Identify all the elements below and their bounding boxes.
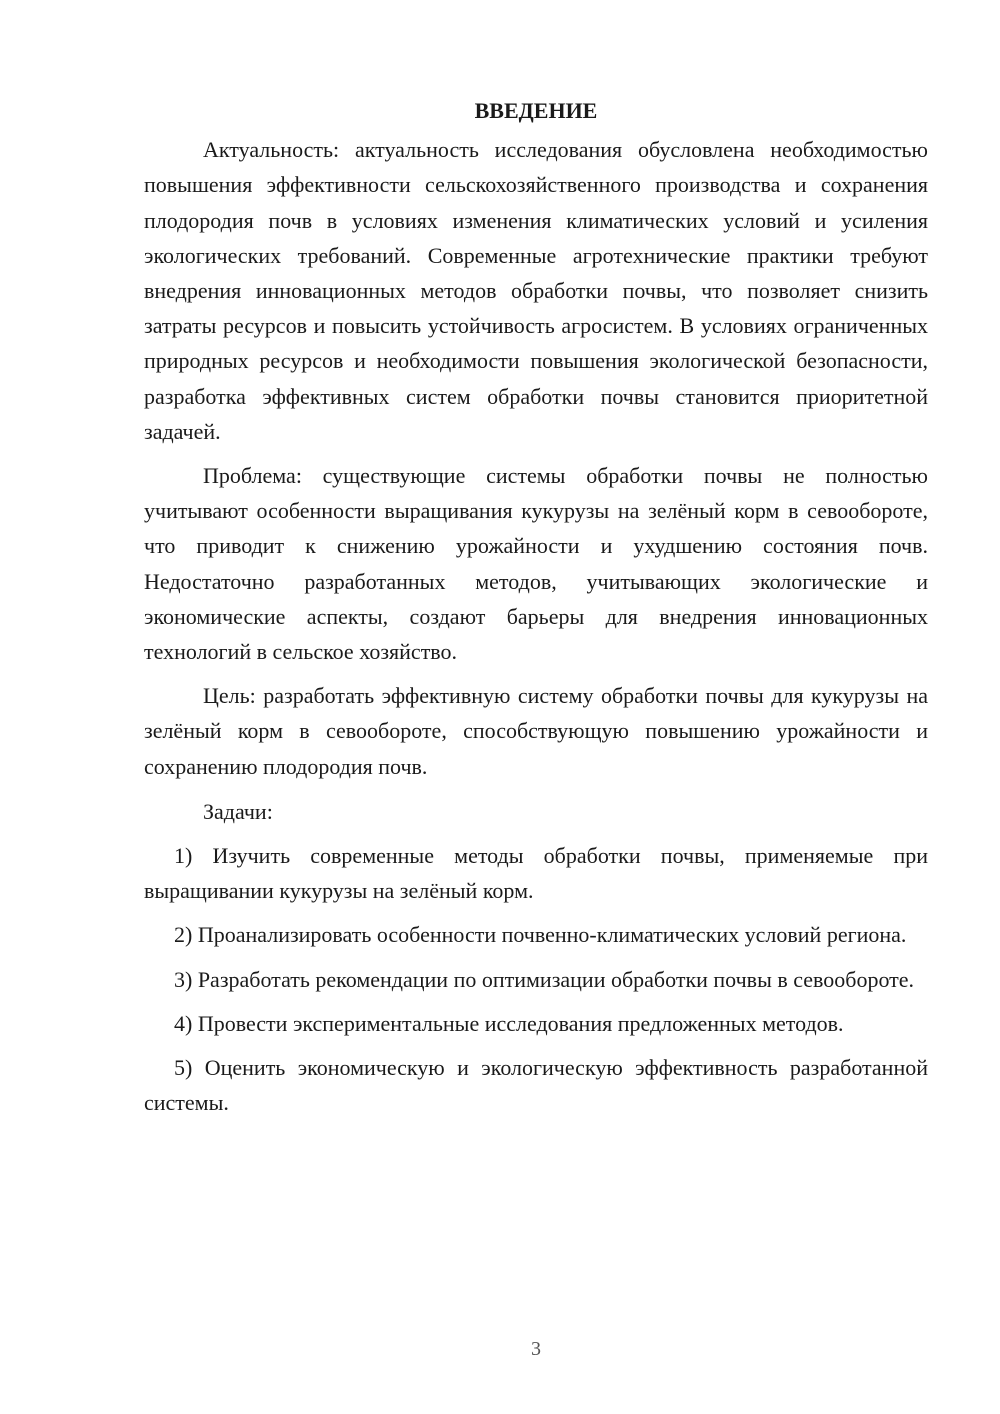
task-item: 4) Провести экспериментальные исследования предложенных методов. [174, 1010, 844, 1036]
tasks-heading: Задачи: [203, 798, 273, 824]
paragraph-goal: Цель: разработать эффективную систему обработки почвы для кукурузы на зелёный корм в севообороте, способствующую повышению урожайности и сохранению плодородия почв. [144, 683, 928, 779]
page-content [144, 93, 928, 1120]
page-number: 3 [531, 1338, 541, 1360]
paragraph-relevance: Актуальность: актуальность исследования обусловлена необходимостью повышения эффективности сельскохозяйственного производства и сохранения плодородия почв в условиях изменения климатических условий и усиления экологических требований. Современные агротехнические практики требуют внедрения инновационных методов обработки почвы, что позволяет снизить затраты ресурсов и повысить устойчивость агросистем. В условиях ограниченных природных ресурсов и необходимости повышения экологической безопасности, разработка эффективных систем обработки почвы становится приоритетной задачей. [144, 137, 928, 444]
task-item: 5) Оценить экономическую и экологическую эффективность разработанной системы. [144, 1055, 928, 1116]
task-item: 1) Изучить современные методы обработки почвы, применяемые при выращивании кукурузы на зелёный корм. [144, 843, 928, 904]
task-item: 3) Разработать рекомендации по оптимизации обработки почвы в севообороте. [174, 966, 915, 992]
section-title: ВВЕДЕНИЕ [474, 98, 598, 123]
tasks-list [144, 838, 928, 1120]
paragraph-problem: Проблема: существующие системы обработки почвы не полностью учитывают особенности выращивания кукурузы на зелёный корм в севообороте, что приводит к снижению урожайности и ухудшению состояния почв. Недостаточно разработанных методов, учитывающих экологические и экономические аспекты, создают барьеры для внедрения инновационных технологий в сельское хозяйство. [144, 463, 928, 665]
task-item: 2) Проанализировать особенности почвенно-климатических условий региона. [174, 922, 907, 948]
